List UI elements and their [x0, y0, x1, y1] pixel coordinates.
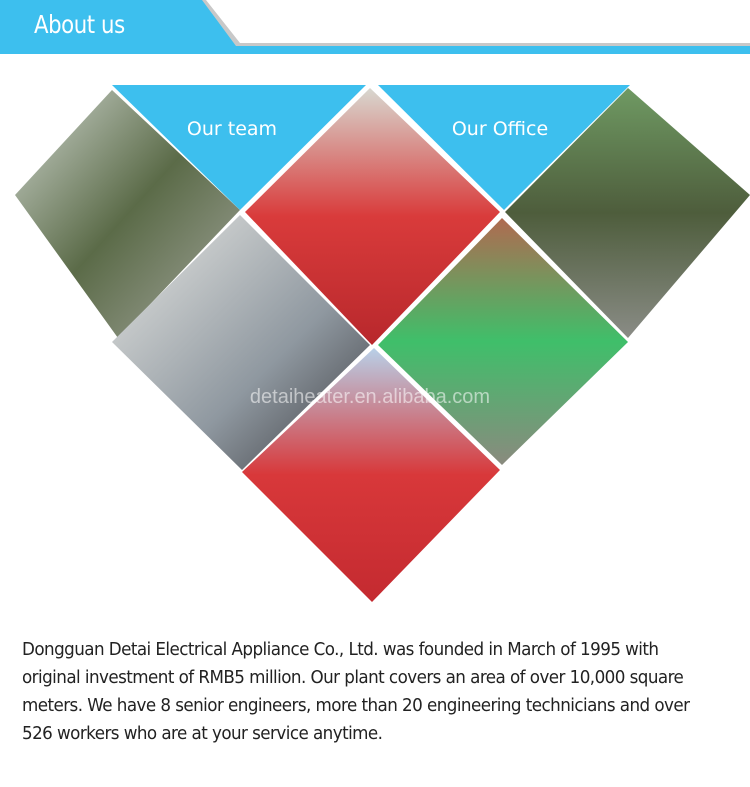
company-description: Dongguan Detai Electrical Appliance Co., Ltd. was founded in March of 1995 with original investment of RMB5 million. Our plant covers an area of over 10,000 square meters. We have 8 senior engineers, more than 20 engineering technicians and over 526 workers who are at your service anytime.: [22, 639, 690, 744]
section-title: About us: [34, 10, 125, 39]
our-office-label: Our Office: [451, 118, 549, 140]
section-header: [0, 0, 750, 56]
photo-collage: [0, 60, 750, 610]
watermark: detaiheater.en.alibaba.com: [249, 386, 491, 408]
our-team-label: Our team: [186, 118, 278, 140]
